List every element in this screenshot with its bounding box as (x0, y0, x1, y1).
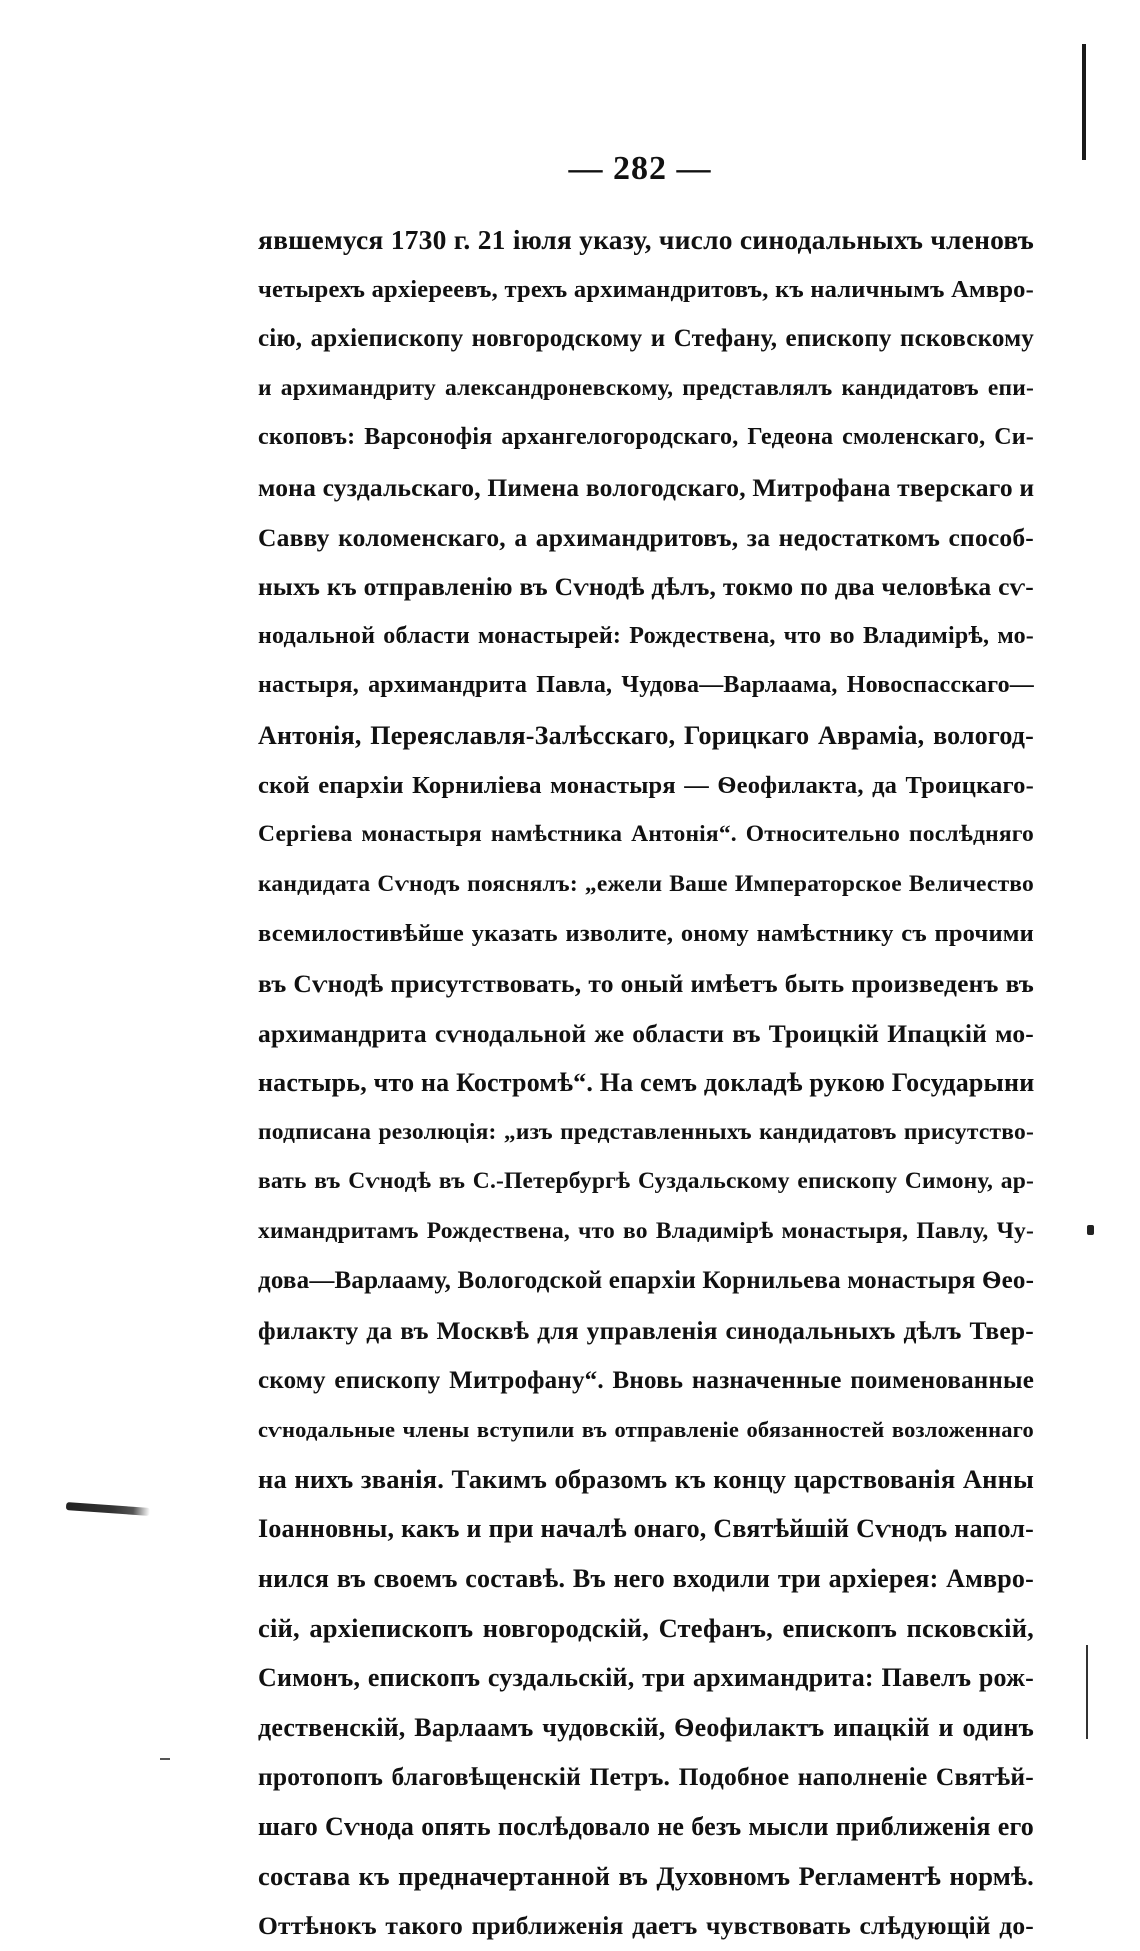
text-line: дественскій, Варлаамъ чудовскій, Ѳеофилактъ ипацкій и одинъ (258, 1712, 1034, 1742)
margin-ink-mark (1087, 1225, 1094, 1235)
text-line: скому епископу Митрофану“. Вновь назначенные поименованные (258, 1366, 1034, 1394)
text-line: и архимандриту александроневскому, представлялъ кандидатовъ епи- (258, 374, 1034, 401)
ink-speck (160, 1758, 170, 1760)
scan-edge-mark-bottom (1086, 1645, 1088, 1739)
text-line: настыря, архимандрита Павла, Чудова—Варлаама, Новоспасскаго— (258, 672, 1034, 699)
text-line: ской епархіи Корниліева монастыря — Ѳеофилакта, да Троицкаго- (258, 771, 1034, 799)
body-text (258, 215, 1034, 1951)
text-line: подписана резолюція: „изъ представленныхъ кандидатовъ присутство- (258, 1118, 1034, 1145)
text-line: протопопъ благовѣщенскій Петръ. Подобное наполненіе Святѣй- (258, 1762, 1034, 1792)
text-line: Оттѣнокъ такого приближенія даетъ чувствовать слѣдующій до- (258, 1911, 1034, 1941)
text-line: филакту да въ Москвѣ для управленія синодальныхъ дѣлъ Твер- (258, 1316, 1034, 1346)
text-line: четырехъ архіереевъ, трехъ архимандритовъ, къ наличнымъ Амвро- (258, 275, 1034, 303)
text-line: настырь, что на Костромѣ“. На семъ докладѣ рукою Государыни (258, 1068, 1035, 1098)
text-line: архимандрита сѵнодальной же области въ Троицкій Ипацкій мо- (258, 1018, 1034, 1048)
text-line: мона суздальскаго, Пимена вологодскаго, Митрофана тверскаго и (258, 472, 1035, 502)
text-line: скоповъ: Варсонофія архангелогородскаго, Гедеона смоленскаго, Си- (258, 424, 1034, 451)
text-line: кандидата Сѵнодъ пояснялъ: „ежели Ваше Императорское Величество (258, 870, 1034, 897)
text-line: сію, архіепископу новгородскому и Стефану, епископу псковскому (258, 325, 1034, 353)
text-line: шаго Сѵнода опять послѣдовало не безъ мысли приближенія его (258, 1812, 1034, 1841)
ink-smudge (66, 1502, 150, 1516)
text-line: Сергіева монастыря намѣстника Антонія“. Относительно послѣдняго (258, 821, 1034, 848)
text-line: состава къ предначертанной въ Духовномъ Регламентѣ нормѣ. (258, 1860, 1034, 1891)
text-line: на нихъ званія. Такимъ образомъ къ концу царствованія Анны (258, 1463, 1034, 1494)
text-line: Антонія, Переяславля-Залѣсскаго, Горицкаго Авраміа, вологод- (258, 720, 1034, 750)
text-line: Іоанновны, какъ и при началѣ онаго, Святѣйшій Сѵнодъ напол- (258, 1514, 1034, 1544)
text-line: въ Сѵнодѣ присутствовать, то оный имѣетъ быть произведенъ въ (258, 968, 1034, 998)
text-line: сѵнодальные члены вступили въ отправленіе обязанностей возложеннаго (258, 1417, 1034, 1443)
text-line: Симонъ, епископъ суздальскій, три архимандрита: Павелъ рож- (258, 1663, 1034, 1693)
text-line: ныхъ къ отправленію въ Сѵнодѣ дѣлъ, токмо по два человѣка сѵ- (258, 572, 1034, 602)
scan-edge-mark-top (1082, 44, 1086, 160)
text-line: всемилостивѣйше указать изволите, оному намѣстнику съ прочими (258, 920, 1034, 948)
text-line: Савву коломенскаго, а архимандритовъ, за недостаткомъ способ- (258, 522, 1034, 552)
page-number: — 282 — (568, 150, 712, 187)
text-line: нодальной области монастырей: Рождествена, что во Владимірѣ, мо- (258, 622, 1034, 649)
text-line: нился въ своемъ составѣ. Въ него входили три архіерея: Амвро- (258, 1564, 1034, 1594)
text-line: химандритамъ Рождествена, что во Владимірѣ монастыря, Павлу, Чу- (258, 1217, 1034, 1244)
text-line: явшемуся 1730 г. 21 іюля указу, число синодальныхъ членовъ (258, 224, 1034, 255)
text-line: дова—Варлааму, Вологодской епархіи Корнильева монастыря Ѳео- (258, 1267, 1035, 1295)
text-line: вать въ Сѵнодѣ въ С.-Петербургѣ Суздальскому епископу Симону, ар- (258, 1168, 1034, 1195)
text-line: сій, архіепископъ новгородскій, Стефанъ, епископъ псковскій, (258, 1612, 1034, 1643)
